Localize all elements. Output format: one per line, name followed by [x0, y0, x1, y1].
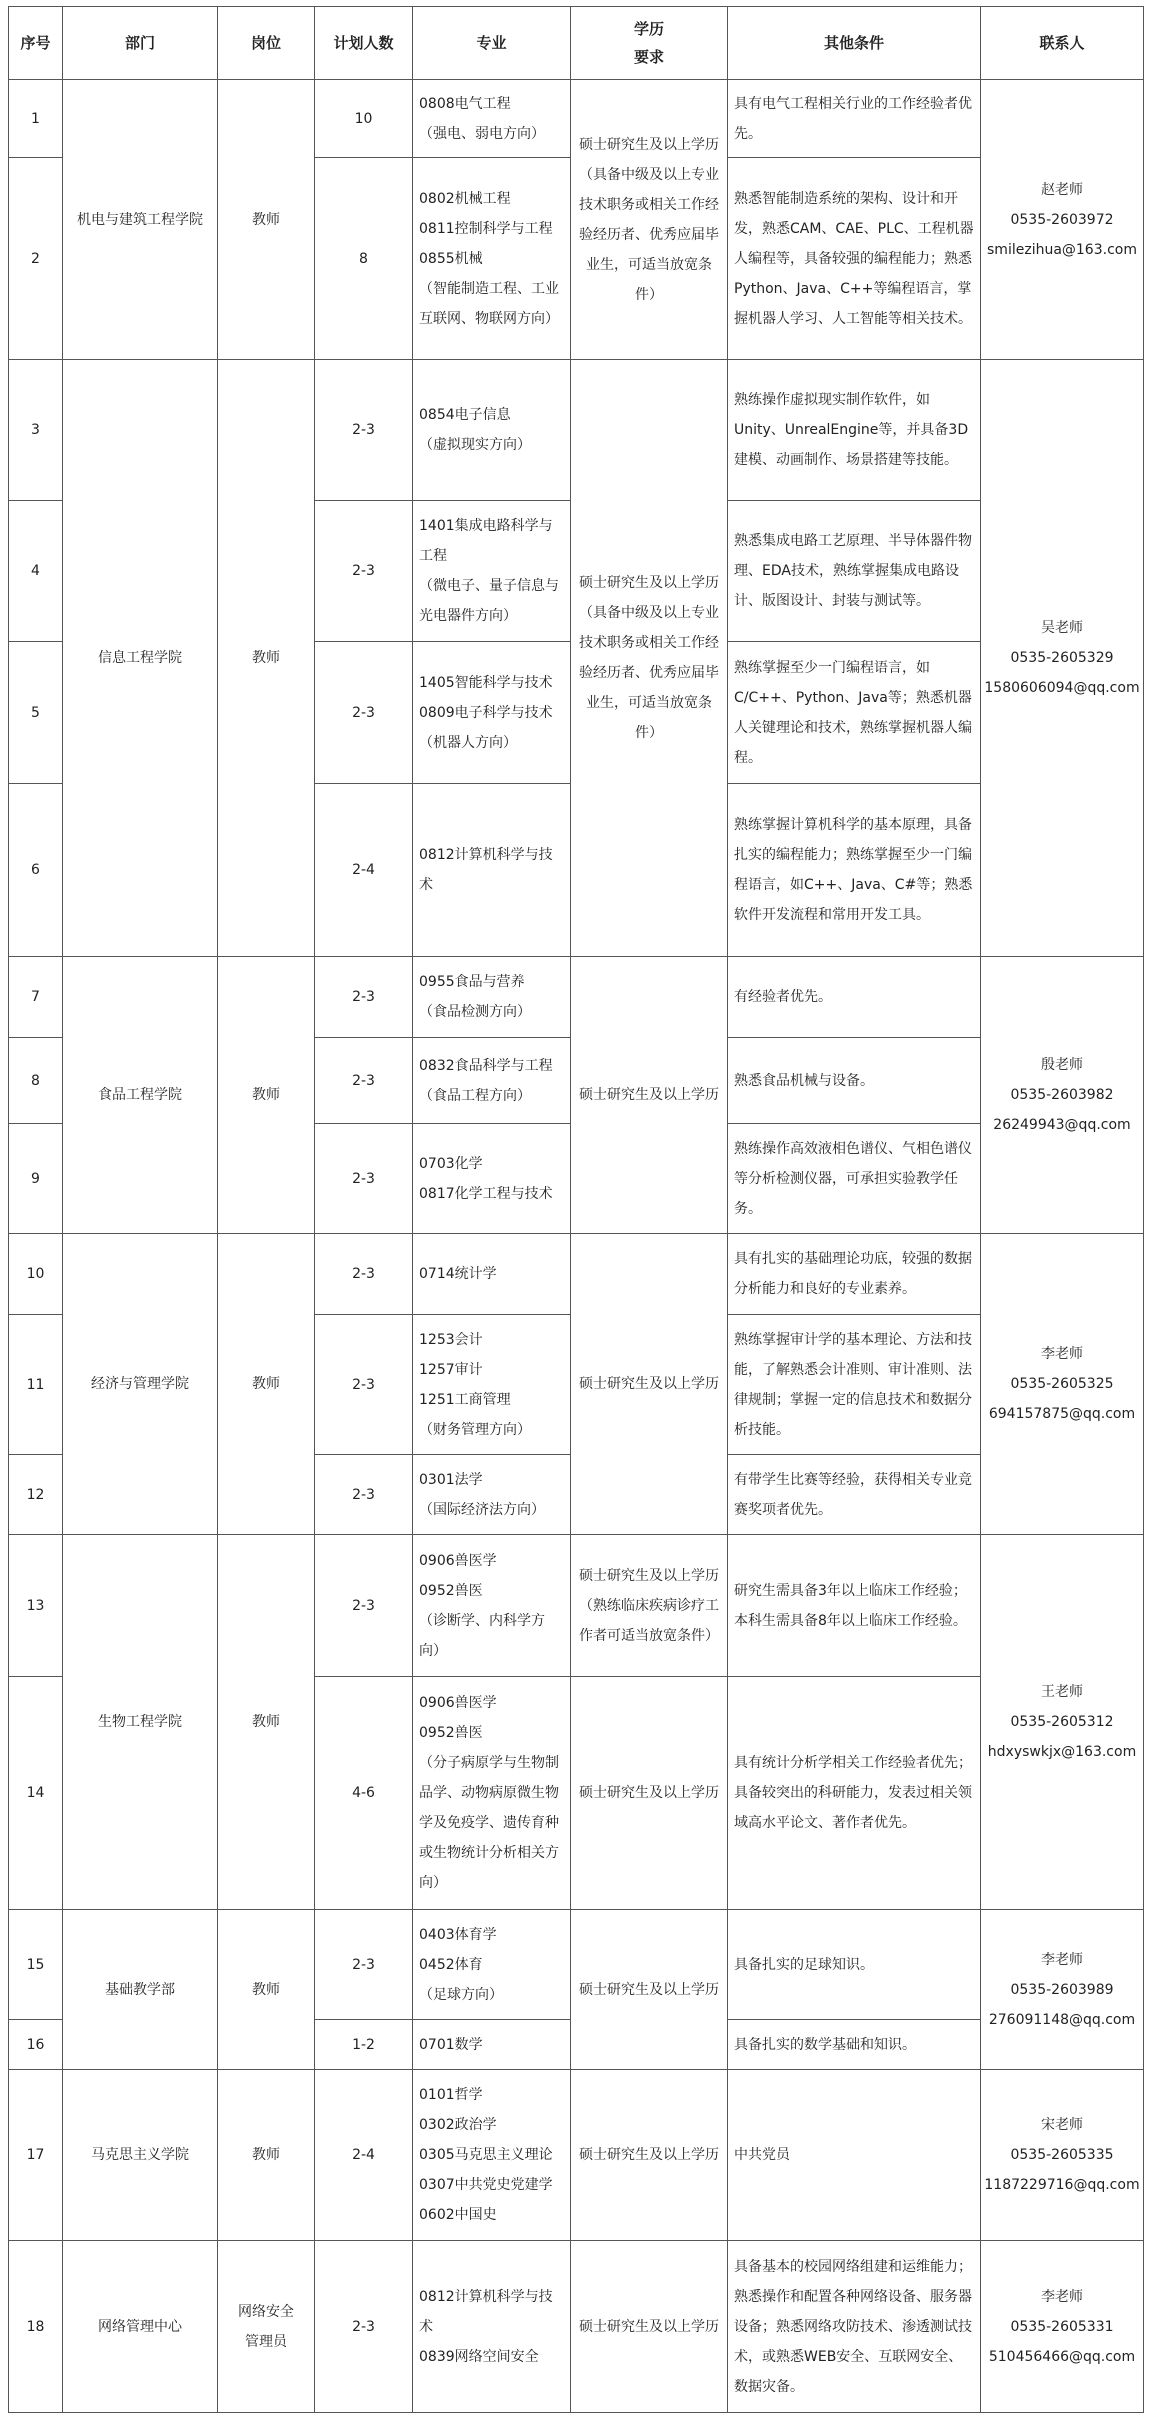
post-cell: 教师	[218, 80, 315, 360]
other-cell: 有经验者优先。	[728, 957, 981, 1038]
major-cell: 0854电子信息 （虚拟现实方向）	[413, 360, 571, 501]
other-cell: 具备扎实的数学基础和知识。	[728, 2020, 981, 2070]
seq-cell: 4	[9, 501, 63, 642]
contact-cell: 李老师 0535-2605325 694157875@qq.com	[981, 1234, 1144, 1535]
edu-cell: 硕士研究生及以上学历（熟练临床疾病诊疗工作者可适当放宽条件）	[571, 1535, 728, 1677]
edu-cell: 硕士研究生及以上学历（具备中级及以上专业技术职务或相关工作经验经历者、优秀应届毕业生，可适当放宽条件）	[571, 360, 728, 957]
seq-cell: 3	[9, 360, 63, 501]
post-cell: 教师	[218, 1910, 315, 2070]
post-cell: 教师	[218, 1234, 315, 1535]
plan-cell: 2-3	[315, 1315, 413, 1455]
edu-cell: 硕士研究生及以上学历	[571, 1234, 728, 1535]
seq-cell: 18	[9, 2241, 63, 2413]
seq-cell: 13	[9, 1535, 63, 1677]
major-cell: 0701数学	[413, 2020, 571, 2070]
table-row	[9, 957, 1144, 1038]
major-cell: 0955食品与营养 （食品检测方向）	[413, 957, 571, 1038]
contact-cell: 宋老师 0535-2605335 1187229716@qq.com	[981, 2070, 1144, 2241]
header-dept: 部门	[63, 7, 218, 80]
major-cell: 0703化学 0817化学工程与技术	[413, 1124, 571, 1234]
plan-cell: 2-3	[315, 2241, 413, 2413]
seq-cell: 14	[9, 1677, 63, 1910]
other-cell: 熟练操作高效液相色谱仪、气相色谱仪等分析检测仪器，可承担实验教学任务。	[728, 1124, 981, 1234]
dept-cell: 基础教学部	[63, 1910, 218, 2070]
other-cell: 熟练掌握计算机科学的基本原理，具备扎实的编程能力；熟练掌握至少一门编程语言，如C++、Java、C#等；熟悉软件开发流程和常用开发工具。	[728, 784, 981, 957]
edu-cell: 硕士研究生及以上学历	[571, 957, 728, 1234]
seq-cell: 9	[9, 1124, 63, 1234]
plan-cell: 2-3	[315, 1455, 413, 1535]
table-row	[9, 1535, 1144, 1677]
other-cell: 熟练掌握至少一门编程语言，如C/C++、Python、Java等；熟悉机器人关键理论和技术，熟练掌握机器人编程。	[728, 642, 981, 784]
header-post: 岗位	[218, 7, 315, 80]
seq-cell: 8	[9, 1038, 63, 1124]
post-cell: 教师	[218, 2070, 315, 2241]
other-cell: 具备扎实的足球知识。	[728, 1910, 981, 2020]
major-cell: 0301法学 （国际经济法方向）	[413, 1455, 571, 1535]
other-cell: 熟练操作虚拟现实制作软件，如Unity、UnrealEngine等，并具备3D建模、动画制作、场景搭建等技能。	[728, 360, 981, 501]
seq-cell: 1	[9, 80, 63, 158]
dept-cell: 网络管理中心	[63, 2241, 218, 2413]
major-cell: 0403体育学 0452体育 （足球方向）	[413, 1910, 571, 2020]
plan-cell: 2-3	[315, 1910, 413, 2020]
post-cell: 网络安全管理员	[218, 2241, 315, 2413]
table-row	[9, 2070, 1144, 2241]
edu-cell: 硕士研究生及以上学历（具备中级及以上专业技术职务或相关工作经验经历者、优秀应届毕业生，可适当放宽条件）	[571, 80, 728, 360]
dept-cell: 机电与建筑工程学院	[63, 80, 218, 360]
major-cell: 0906兽医学 0952兽医 （诊断学、内科学方向）	[413, 1535, 571, 1677]
dept-cell: 马克思主义学院	[63, 2070, 218, 2241]
other-cell: 有带学生比赛等经验，获得相关专业竞赛奖项者优先。	[728, 1455, 981, 1535]
dept-cell: 生物工程学院	[63, 1535, 218, 1910]
contact-cell: 赵老师 0535-2603972 smilezihua@163.com	[981, 80, 1144, 360]
major-cell: 0832食品科学与工程 （食品工程方向）	[413, 1038, 571, 1124]
header-row	[9, 7, 1144, 80]
edu-cell: 硕士研究生及以上学历	[571, 2241, 728, 2413]
other-cell: 熟悉集成电路工艺原理、半导体器件物理、EDA技术，熟练掌握集成电路设计、版图设计、封装与测试等。	[728, 501, 981, 642]
header-plan: 计划人数	[315, 7, 413, 80]
major-cell: 1401集成电路科学与工程 （微电子、量子信息与光电器件方向）	[413, 501, 571, 642]
post-cell: 教师	[218, 957, 315, 1234]
plan-cell: 4-6	[315, 1677, 413, 1910]
other-cell: 熟悉智能制造系统的架构、设计和开发，熟悉CAM、CAE、PLC、工程机器人编程等，具备较强的编程能力；熟悉Python、Java、C++等编程语言，掌握机器人学习、人工智能等相关技术。	[728, 158, 981, 360]
contact-cell: 李老师 0535-2603989 276091148@qq.com	[981, 1910, 1144, 2070]
major-cell: 1405智能科学与技术 0809电子科学与技术 （机器人方向）	[413, 642, 571, 784]
plan-cell: 2-4	[315, 2070, 413, 2241]
dept-cell: 经济与管理学院	[63, 1234, 218, 1535]
other-cell: 熟练掌握审计学的基本理论、方法和技能，了解熟悉会计准则、审计准则、法律规制；掌握一定的信息技术和数据分析技能。	[728, 1315, 981, 1455]
seq-cell: 2	[9, 158, 63, 360]
major-cell: 0906兽医学 0952兽医 （分子病原学与生物制品学、动物病原微生物学及免疫学、遗传育种或生物统计分析相关方向）	[413, 1677, 571, 1910]
edu-cell: 硕士研究生及以上学历	[571, 1677, 728, 1910]
plan-cell: 2-3	[315, 501, 413, 642]
major-cell: 1253会计 1257审计 1251工商管理 （财务管理方向）	[413, 1315, 571, 1455]
dept-cell: 食品工程学院	[63, 957, 218, 1234]
header-other: 其他条件	[728, 7, 981, 80]
table-row	[9, 80, 1144, 158]
table-row	[9, 1910, 1144, 2020]
seq-cell: 12	[9, 1455, 63, 1535]
other-cell: 熟悉食品机械与设备。	[728, 1038, 981, 1124]
plan-cell: 2-3	[315, 1038, 413, 1124]
seq-cell: 11	[9, 1315, 63, 1455]
major-cell: 0714统计学	[413, 1234, 571, 1315]
seq-cell: 5	[9, 642, 63, 784]
seq-cell: 17	[9, 2070, 63, 2241]
plan-cell: 1-2	[315, 2020, 413, 2070]
major-cell: 0812计算机科学与技术	[413, 784, 571, 957]
major-cell: 0802机械工程 0811控制科学与工程 0855机械 （智能制造工程、工业互联网、物联网方向）	[413, 158, 571, 360]
plan-cell: 2-3	[315, 642, 413, 784]
table-row	[9, 360, 1144, 501]
post-cell: 教师	[218, 1535, 315, 1910]
seq-cell: 10	[9, 1234, 63, 1315]
other-cell: 具备基本的校园网络组建和运维能力；熟悉操作和配置各种网络设备、服务器设备；熟悉网络攻防技术、渗透测试技术，或熟悉WEB安全、互联网安全、数据灾备。	[728, 2241, 981, 2413]
other-cell: 研究生需具备3年以上临床工作经验；本科生需具备8年以上临床工作经验。	[728, 1535, 981, 1677]
post-cell: 教师	[218, 360, 315, 957]
plan-cell: 2-3	[315, 1124, 413, 1234]
plan-cell: 2-3	[315, 1234, 413, 1315]
header-contact: 联系人	[981, 7, 1144, 80]
plan-cell: 8	[315, 158, 413, 360]
plan-cell: 2-3	[315, 1535, 413, 1677]
plan-cell: 2-3	[315, 957, 413, 1038]
plan-cell: 10	[315, 80, 413, 158]
recruitment-table	[8, 6, 1144, 2413]
other-cell: 具有扎实的基础理论功底，较强的数据分析能力和良好的专业素养。	[728, 1234, 981, 1315]
seq-cell: 6	[9, 784, 63, 957]
contact-cell: 吴老师 0535-2605329 1580606094@qq.com	[981, 360, 1144, 957]
header-seq: 序号	[9, 7, 63, 80]
plan-cell: 2-3	[315, 360, 413, 501]
other-cell: 具有统计分析学相关工作经验者优先；具备较突出的科研能力，发表过相关领域高水平论文、著作者优先。	[728, 1677, 981, 1910]
major-cell: 0101哲学 0302政治学 0305马克思主义理论 0307中共党史党建学 0602中国史	[413, 2070, 571, 2241]
major-cell: 0808电气工程 （强电、弱电方向）	[413, 80, 571, 158]
seq-cell: 15	[9, 1910, 63, 2020]
other-cell: 中共党员	[728, 2070, 981, 2241]
edu-cell: 硕士研究生及以上学历	[571, 2070, 728, 2241]
contact-cell: 李老师 0535-2605331 510456466@qq.com	[981, 2241, 1144, 2413]
header-major: 专业	[413, 7, 571, 80]
dept-cell: 信息工程学院	[63, 360, 218, 957]
table-row	[9, 1234, 1144, 1315]
contact-cell: 殷老师 0535-2603982 26249943@qq.com	[981, 957, 1144, 1234]
contact-cell: 王老师 0535-2605312 hdxyswkjx@163.com	[981, 1535, 1144, 1910]
edu-cell: 硕士研究生及以上学历	[571, 1910, 728, 2070]
other-cell: 具有电气工程相关行业的工作经验者优先。	[728, 80, 981, 158]
seq-cell: 7	[9, 957, 63, 1038]
header-edu: 学历 要求	[571, 7, 728, 80]
major-cell: 0812计算机科学与技术 0839网络空间安全	[413, 2241, 571, 2413]
table-row	[9, 2241, 1144, 2413]
plan-cell: 2-4	[315, 784, 413, 957]
seq-cell: 16	[9, 2020, 63, 2070]
